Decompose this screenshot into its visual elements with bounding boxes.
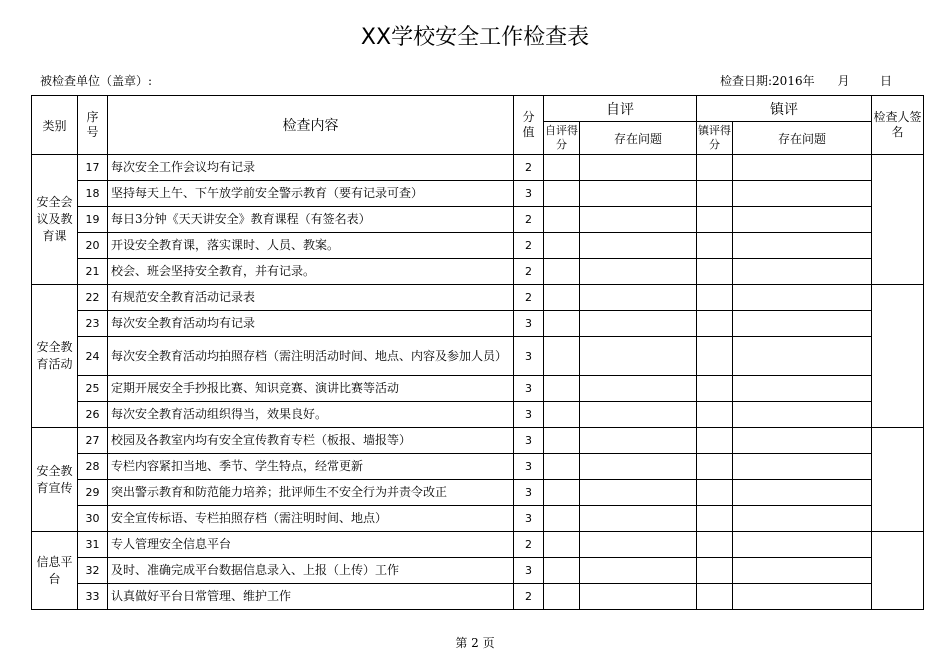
town-issues-cell[interactable]: [733, 454, 872, 480]
score-cell: 3: [514, 181, 544, 207]
content-cell: 每次安全教育活动均有记录: [108, 311, 514, 337]
content-cell: 每次安全工作会议均有记录: [108, 155, 514, 181]
town-score-cell[interactable]: [697, 207, 733, 233]
header-content: 检查内容: [108, 96, 514, 155]
self-score-cell[interactable]: [544, 181, 580, 207]
seq-cell: 31: [78, 532, 108, 558]
score-cell: 3: [514, 428, 544, 454]
self-issues-cell[interactable]: [580, 402, 697, 428]
self-issues-cell[interactable]: [580, 207, 697, 233]
inspection-table: [31, 95, 924, 610]
town-score-cell[interactable]: [697, 311, 733, 337]
table-row: [32, 480, 924, 506]
seq-cell: 21: [78, 259, 108, 285]
self-score-cell[interactable]: [544, 454, 580, 480]
seq-cell: 17: [78, 155, 108, 181]
town-issues-cell[interactable]: [733, 285, 872, 311]
score-cell: 2: [514, 207, 544, 233]
table-row: [32, 506, 924, 532]
self-score-cell[interactable]: [544, 558, 580, 584]
inspector-signature-cell[interactable]: [872, 532, 924, 610]
self-score-cell[interactable]: [544, 259, 580, 285]
town-issues-cell[interactable]: [733, 558, 872, 584]
town-issues-cell[interactable]: [733, 532, 872, 558]
self-issues-cell[interactable]: [580, 454, 697, 480]
self-issues-cell[interactable]: [580, 428, 697, 454]
town-issues-cell[interactable]: [733, 480, 872, 506]
self-score-cell[interactable]: [544, 506, 580, 532]
header-category: 类别: [32, 96, 78, 155]
self-issues-cell[interactable]: [580, 376, 697, 402]
self-score-cell[interactable]: [544, 428, 580, 454]
inspector-signature-cell[interactable]: [872, 155, 924, 285]
self-score-cell[interactable]: [544, 285, 580, 311]
self-issues-cell[interactable]: [580, 506, 697, 532]
self-issues-cell[interactable]: [580, 181, 697, 207]
table-row: [32, 584, 924, 610]
header-self-score: 自评得分: [544, 122, 580, 155]
table-row: [32, 285, 924, 311]
page-title: XX学校安全工作检查表: [360, 25, 590, 50]
table-row: [32, 337, 924, 376]
score-cell: 2: [514, 155, 544, 181]
page-number: 第 2 页: [455, 636, 495, 650]
seq-cell: 19: [78, 207, 108, 233]
town-issues-cell[interactable]: [733, 428, 872, 454]
seq-cell: 22: [78, 285, 108, 311]
score-cell: 2: [514, 584, 544, 610]
self-score-cell[interactable]: [544, 337, 580, 376]
town-score-cell[interactable]: [697, 454, 733, 480]
self-issues-cell[interactable]: [580, 480, 697, 506]
table-row: [32, 532, 924, 558]
town-issues-cell[interactable]: [733, 402, 872, 428]
town-issues-cell[interactable]: [733, 155, 872, 181]
town-score-cell[interactable]: [697, 402, 733, 428]
score-cell: 2: [514, 285, 544, 311]
header-inspector-signature: 检查人签名: [872, 96, 924, 155]
self-score-cell[interactable]: [544, 584, 580, 610]
seq-cell: 20: [78, 233, 108, 259]
town-score-cell[interactable]: [697, 337, 733, 376]
table-row: [32, 233, 924, 259]
seq-cell: 28: [78, 454, 108, 480]
content-cell: 校会、班会坚持安全教育，并有记录。: [108, 259, 514, 285]
self-score-cell[interactable]: [544, 402, 580, 428]
score-cell: 3: [514, 402, 544, 428]
town-score-cell[interactable]: [697, 532, 733, 558]
self-score-cell[interactable]: [544, 207, 580, 233]
inspection-date-label: 检查日期:2016年 月 日: [720, 74, 892, 88]
seq-cell: 32: [78, 558, 108, 584]
town-issues-cell[interactable]: [733, 311, 872, 337]
content-cell: 有规范安全教育活动记录表: [108, 285, 514, 311]
town-issues-cell[interactable]: [733, 233, 872, 259]
self-issues-cell[interactable]: [580, 285, 697, 311]
town-score-cell[interactable]: [697, 259, 733, 285]
content-cell: 开设安全教育课，落实课时、人员、教案。: [108, 233, 514, 259]
content-cell: 每次安全教育活动均拍照存档（需注明活动时间、地点、内容及参加人员）: [108, 337, 514, 376]
score-cell: 2: [514, 532, 544, 558]
table-row: [32, 454, 924, 480]
category-cell: 安全会议及教育课: [32, 155, 78, 285]
content-cell: 认真做好平台日常管理、维护工作: [108, 584, 514, 610]
content-cell: 坚持每天上午、下午放学前安全警示教育（要有记录可查）: [108, 181, 514, 207]
town-issues-cell[interactable]: [733, 506, 872, 532]
town-issues-cell[interactable]: [733, 337, 872, 376]
table-row: [32, 311, 924, 337]
content-cell: 每次安全教育活动组织得当，效果良好。: [108, 402, 514, 428]
table-row: [32, 155, 924, 181]
category-cell: 信息平台: [32, 532, 78, 610]
content-cell: 安全宣传标语、专栏拍照存档（需注明时间、地点）: [108, 506, 514, 532]
town-score-cell[interactable]: [697, 376, 733, 402]
content-cell: 专栏内容紧扣当地、季节、学生特点，经常更新: [108, 454, 514, 480]
seq-cell: 25: [78, 376, 108, 402]
self-issues-cell[interactable]: [580, 155, 697, 181]
town-issues-cell[interactable]: [733, 181, 872, 207]
table-row: [32, 181, 924, 207]
self-issues-cell[interactable]: [580, 584, 697, 610]
content-cell: 每日3分钟《天天讲安全》教育课程（有签名表）: [108, 207, 514, 233]
self-issues-cell[interactable]: [580, 259, 697, 285]
town-score-cell[interactable]: [697, 480, 733, 506]
self-score-cell[interactable]: [544, 311, 580, 337]
seq-cell: 30: [78, 506, 108, 532]
seq-cell: 33: [78, 584, 108, 610]
content-cell: 及时、准确完成平台数据信息录入、上报（上传）工作: [108, 558, 514, 584]
score-cell: 3: [514, 311, 544, 337]
seq-cell: 27: [78, 428, 108, 454]
header-self-eval: 自评: [544, 96, 697, 122]
content-cell: 校园及各教室内均有安全宣传教育专栏（板报、墙报等）: [108, 428, 514, 454]
table-row: [32, 207, 924, 233]
self-score-cell[interactable]: [544, 376, 580, 402]
town-score-cell[interactable]: [697, 181, 733, 207]
score-cell: 2: [514, 259, 544, 285]
header-town-eval: 镇评: [697, 96, 872, 122]
header-town-score: 镇评得分: [697, 122, 733, 155]
score-cell: 3: [514, 376, 544, 402]
inspector-signature-cell[interactable]: [872, 428, 924, 532]
seq-cell: 23: [78, 311, 108, 337]
seq-cell: 29: [78, 480, 108, 506]
self-issues-cell[interactable]: [580, 311, 697, 337]
town-score-cell[interactable]: [697, 155, 733, 181]
table-row: [32, 428, 924, 454]
self-score-cell[interactable]: [544, 233, 580, 259]
content-cell: 定期开展安全手抄报比赛、知识竞赛、演讲比赛等活动: [108, 376, 514, 402]
header-score: 分值: [514, 96, 544, 155]
inspected-unit-label: 被检查单位（盖章）:: [40, 74, 153, 88]
town-score-cell[interactable]: [697, 506, 733, 532]
seq-cell: 18: [78, 181, 108, 207]
score-cell: 3: [514, 506, 544, 532]
town-score-cell[interactable]: [697, 233, 733, 259]
town-score-cell[interactable]: [697, 428, 733, 454]
self-issues-cell[interactable]: [580, 558, 697, 584]
header-town-issues: 存在问题: [733, 122, 872, 155]
content-cell: 突出警示教育和防范能力培养；批评师生不安全行为并责令改正: [108, 480, 514, 506]
table-row: [32, 259, 924, 285]
town-issues-cell[interactable]: [733, 259, 872, 285]
town-score-cell[interactable]: [697, 285, 733, 311]
table-row: [32, 376, 924, 402]
self-score-cell[interactable]: [544, 155, 580, 181]
inspector-signature-cell[interactable]: [872, 285, 924, 428]
header-seq: 序号: [78, 96, 108, 155]
seq-cell: 24: [78, 337, 108, 376]
score-cell: 3: [514, 337, 544, 376]
town-issues-cell[interactable]: [733, 207, 872, 233]
category-cell: 安全教育活动: [32, 285, 78, 428]
category-cell: 安全教育宣传: [32, 428, 78, 532]
score-cell: 3: [514, 454, 544, 480]
self-score-cell[interactable]: [544, 480, 580, 506]
score-cell: 3: [514, 558, 544, 584]
content-cell: 专人管理安全信息平台: [108, 532, 514, 558]
town-issues-cell[interactable]: [733, 376, 872, 402]
town-issues-cell[interactable]: [733, 584, 872, 610]
self-issues-cell[interactable]: [580, 233, 697, 259]
table-row: [32, 558, 924, 584]
self-issues-cell[interactable]: [580, 337, 697, 376]
town-score-cell[interactable]: [697, 558, 733, 584]
table-row: [32, 402, 924, 428]
seq-cell: 26: [78, 402, 108, 428]
self-issues-cell[interactable]: [580, 532, 697, 558]
self-score-cell[interactable]: [544, 532, 580, 558]
header-self-issues: 存在问题: [580, 122, 697, 155]
score-cell: 2: [514, 233, 544, 259]
town-score-cell[interactable]: [697, 584, 733, 610]
score-cell: 3: [514, 480, 544, 506]
